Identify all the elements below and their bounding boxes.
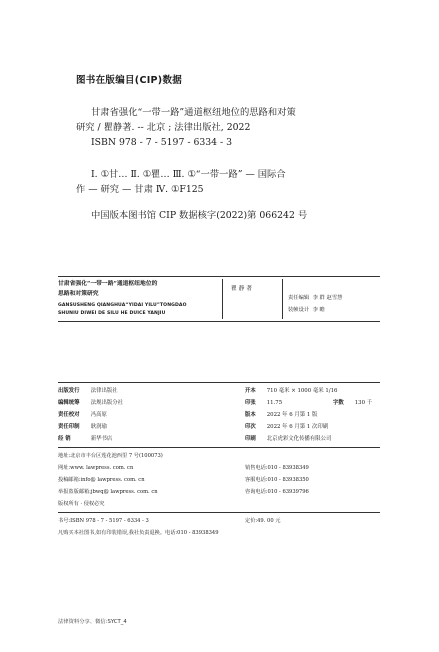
pub-value: 法规出版分社 bbox=[90, 400, 124, 406]
pub-row-publisher bbox=[58, 387, 118, 395]
book-author: 瞿 静 著 bbox=[231, 286, 253, 292]
cip-subject-line-2: 作 — 研究 — 甘肃 Ⅳ. ①F125 bbox=[76, 184, 204, 195]
book-title-en-line-2: SHUNIU DIWEI DE SILU HE DUICE YANJIU bbox=[58, 311, 166, 316]
footer-note: 法律资料分享、微信:SYCT_4 bbox=[58, 619, 127, 625]
pub-row-coordinator bbox=[58, 399, 123, 407]
designer-value: 李 瞻 bbox=[312, 307, 325, 313]
book-price: 定价:49. 00 元 bbox=[245, 518, 281, 524]
cip-title-line-2: 研究 / 瞿静著. -- 北京 ; 法律出版社, 2022 bbox=[76, 122, 251, 133]
format-value: 710 毫米 × 1000 毫米 1/16 bbox=[266, 388, 338, 394]
cip-isbn-line: ISBN 978 - 7 - 5197 - 6334 - 3 bbox=[91, 137, 233, 148]
consult-phone: 咨询电话:010 - 63939796 bbox=[245, 489, 309, 495]
book-title-cn-line-1: 甘肃省强化“一带一路”通道枢纽地位的 bbox=[58, 281, 158, 287]
sheets-value: 11.75 bbox=[266, 400, 283, 406]
edition-value: 2022 年 6 月第 1 版 bbox=[266, 412, 318, 418]
format-label: 开本 bbox=[245, 388, 256, 394]
words-label: 字数 bbox=[333, 400, 344, 406]
publisher-website: 网址:www. lawpress. com. cn bbox=[58, 465, 134, 471]
printer-value: 北京虎彩文化传播有限公司 bbox=[266, 436, 332, 442]
editor-label: 责任编辑 bbox=[288, 295, 310, 301]
piracy-report-email: 举报盗版邮箱:jbwq@ lawpress. com. cn bbox=[58, 489, 158, 495]
pub-value: 法律出版社 bbox=[90, 388, 118, 394]
submission-email: 投稿邮箱:info@ lawpress. com. cn bbox=[58, 477, 145, 483]
editor-credit bbox=[288, 293, 342, 301]
editor-value: 李 群 赵雪慧 bbox=[312, 295, 343, 301]
printer-label: 印刷 bbox=[245, 436, 256, 442]
pub-row-sheets bbox=[245, 399, 282, 407]
pub-label: 责任校对 bbox=[58, 412, 80, 418]
contact-bottom-rule bbox=[58, 512, 380, 513]
pub-label: 编辑统筹 bbox=[58, 400, 80, 406]
publisher-address: 地址:北京市丰台区莲花池西里 7 号(100073) bbox=[58, 453, 163, 459]
pub-row-words bbox=[333, 399, 372, 407]
pub-row-format bbox=[245, 387, 337, 395]
service-phone: 客服电话:010 - 83938350 bbox=[245, 477, 309, 483]
return-notice: 凡购买本社图书,如有印装错误,我社负责退换。电话:010 - 83938349 bbox=[58, 530, 219, 536]
cip-subject-line-1: Ⅰ. ①甘… Ⅱ. ①瞿… Ⅲ. ①“一带一路” — 国际合 bbox=[91, 169, 286, 180]
title-block-top-rule bbox=[58, 276, 380, 277]
title-block-divider-right bbox=[282, 279, 283, 319]
pub-label: 经 销 bbox=[58, 436, 71, 442]
pub-value: 耿润瑜 bbox=[90, 424, 107, 430]
copyright-notice: 版权所有 · 侵权必究 bbox=[58, 501, 105, 507]
book-title-cn-line-2: 思路和对策研究 bbox=[58, 291, 99, 297]
pub-label: 责任印制 bbox=[58, 424, 80, 430]
cip-heading: 图书在版编目(CIP)数据 bbox=[76, 75, 183, 86]
pub-label: 出版发行 bbox=[58, 388, 80, 394]
pub-row-printing bbox=[245, 423, 328, 431]
designer-credit bbox=[288, 305, 325, 313]
words-value: 130 千 bbox=[354, 400, 373, 406]
title-block-divider-left bbox=[222, 279, 223, 319]
title-block-bottom-rule bbox=[58, 321, 380, 322]
sales-phone: 销售电话:010 - 83938349 bbox=[245, 465, 309, 471]
cip-catalog-line: 中国版本图书馆 CIP 数据核字(2022)第 066242 号 bbox=[91, 210, 308, 221]
cip-title-line-1: 甘肃省强化“一带一路”通道枢纽地位的思路和对策 bbox=[91, 107, 296, 118]
pub-row-distributor bbox=[58, 435, 112, 443]
pub-row-proofreader bbox=[58, 411, 107, 419]
pub-row-printer bbox=[245, 435, 331, 443]
pub-info-bottom-rule bbox=[58, 447, 380, 448]
pub-value: 新华书店 bbox=[90, 436, 113, 442]
pub-value: 冯高原 bbox=[90, 412, 107, 418]
printing-value: 2022 年 6 月第 1 次印刷 bbox=[266, 424, 329, 430]
sheets-label: 印张 bbox=[245, 400, 256, 406]
pub-row-edition bbox=[245, 411, 317, 419]
pub-row-print-manager bbox=[58, 423, 107, 431]
book-title-en-line-1: GANSUSHENG QIANGHUA“YIDAI YILU”TONGDAO bbox=[58, 303, 187, 308]
edition-label: 版本 bbox=[245, 412, 256, 418]
printing-label: 印次 bbox=[245, 424, 256, 430]
pub-info-top-rule bbox=[58, 382, 380, 383]
book-isbn: 书号:ISBN 978 - 7 - 5197 - 6334 - 3 bbox=[58, 518, 149, 524]
designer-label: 装帧设计 bbox=[288, 307, 310, 313]
